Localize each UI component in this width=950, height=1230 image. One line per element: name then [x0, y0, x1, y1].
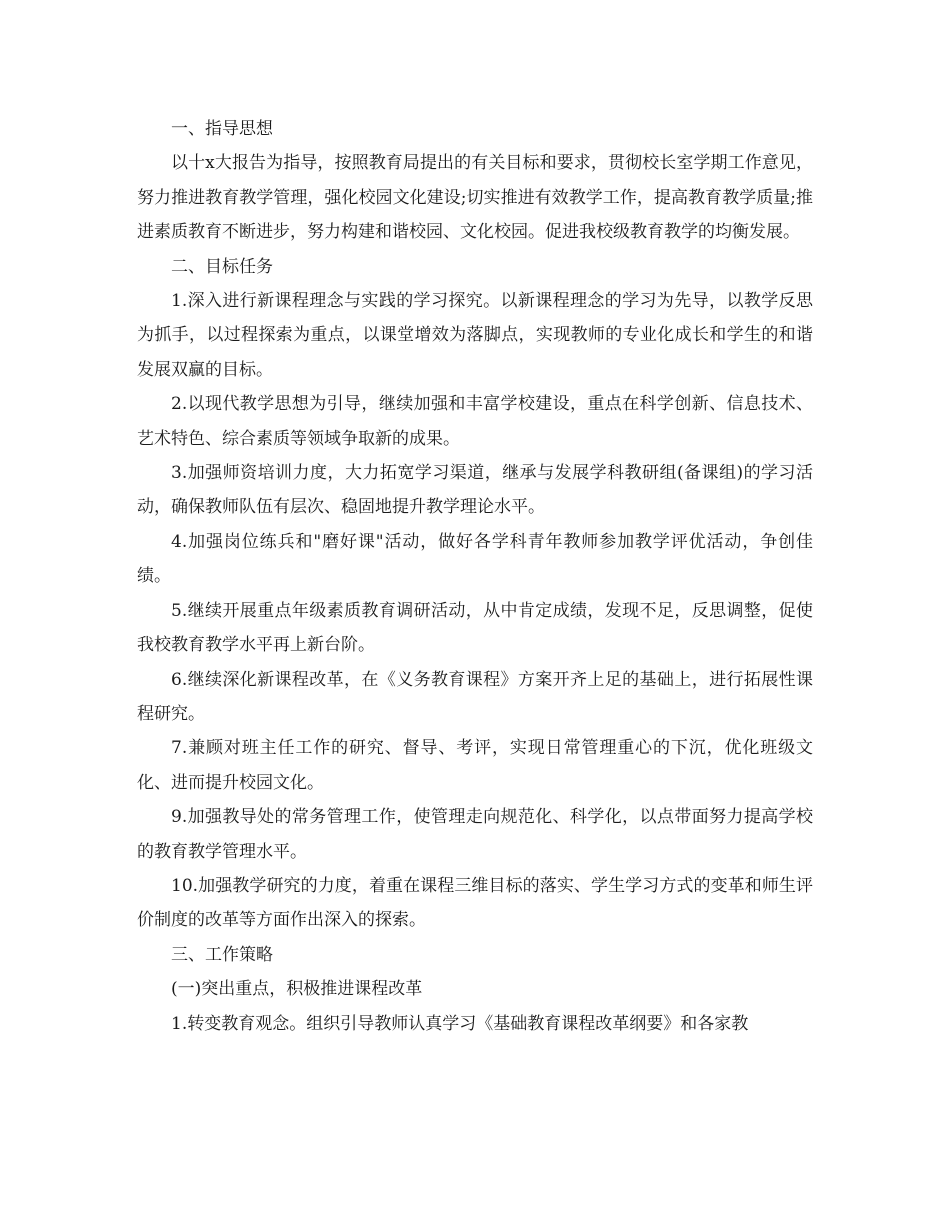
goal-item-10: 10.加强教学研究的力度，着重在课程三维目标的落实、学生学习方式的变革和师生评价制度的改革等方面作出深入的探索。 [137, 875, 813, 931]
goal-item-1: 1.深入进行新课程理念与实践的学习探究。以新课程理念的学习为先导，以教学反思为抓手，以过程探索为重点，以课堂增效为落脚点，实现教师的专业化成长和学生的和谐发展双赢的目标。 [137, 291, 813, 380]
document-body [137, 112, 813, 1041]
section-heading-guiding-thought: 一、指导思想 [171, 119, 273, 139]
section-heading-goals: 二、目标任务 [171, 256, 273, 277]
goal-item-4: 4.加强岗位练兵和"磨好课"活动，做好各学科青年教师参加教学评优活动，争创佳绩。 [137, 531, 813, 587]
goal-item-3: 3.加强师资培训力度，大力拓宽学习渠道，继承与发展学科教研组(备课组)的学习活动，确保教师队伍有层次、稳固地提升教学理论水平。 [137, 463, 813, 518]
goal-item-5: 5.继续开展重点年级素质教育调研活动，从中肯定成绩，发现不足，反思调整，促使我校教育教学水平再上新台阶。 [137, 600, 813, 656]
strategy-item-1: 1.转变教育观念。组织引导教师认真学习《基础教育课程改革纲要》和各家教 [171, 1013, 749, 1034]
goal-item-7: 7.兼顾对班主任工作的研究、督导、考评，实现日常管理重心的下沉，优化班级文化、进而提升校园文化。 [137, 738, 813, 793]
goal-item-9: 9.加强教导处的常务管理工作，使管理走向规范化、科学化，以点带面努力提高学校的教育教学管理水平。 [137, 807, 813, 862]
goal-item-2: 2.以现代教学思想为引导，继续加强和丰富学校建设，重点在科学创新、信息技术、艺术特色、综合素质等领域争取新的成果。 [137, 394, 813, 449]
subsection-heading-curriculum-reform: (一)突出重点，积极推进课程改革 [171, 979, 423, 1000]
paragraph-guiding-thought: 以十x大报告为指导，按照教育局提出的有关目标和要求，贯彻校长室学期工作意见，努力推进教育教学管理，强化校园文化建设;切实推进有效教学工作，提高教育教学质量;推进素质教育不断进步，努力构建和谐校园、文化校园。促进我校级教育教学的均衡发展。 [137, 153, 813, 243]
goal-item-6: 6.继续深化新课程改革，在《义务教育课程》方案开齐上足的基础上，进行拓展性课程研究。 [137, 669, 813, 724]
section-heading-strategy: 三、工作策略 [171, 944, 273, 965]
